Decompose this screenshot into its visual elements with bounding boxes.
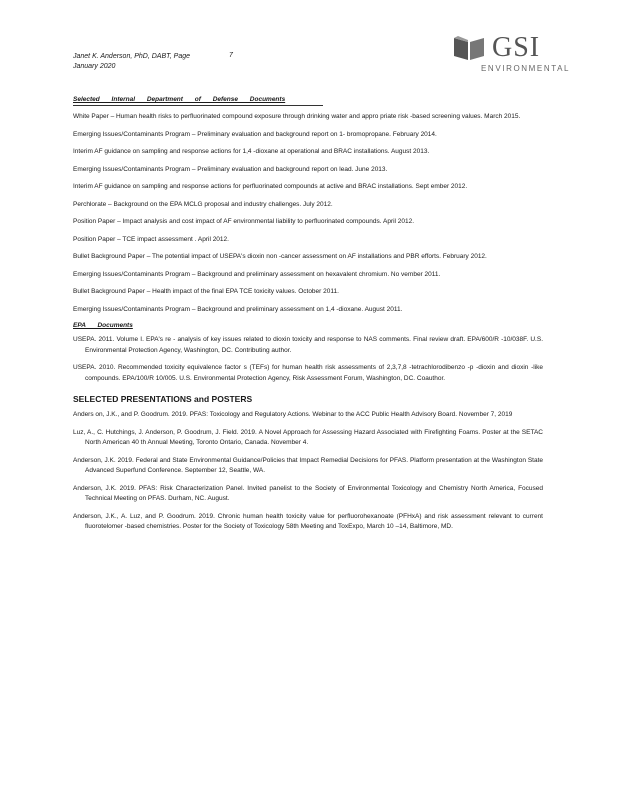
list-item: USEPA. 2010. Recommended toxicity equivalence factor s (TEFs) for human health risk assessments of 2,3,7,8 -tetrachlorodibenzo -p -dioxin and dioxin -like compounds. EPA/100/R 10/005. U.S. Environmental Protection Agency, Risk Assessment Forum, Washington, DC. Coauthor. (73, 364, 543, 382)
logo-tagline: ENVIRONMENTAL (481, 64, 571, 73)
list-item: Interim AF guidance on sampling and response actions for perfluorinated compounds at active and BRAC installations. Sept ember 2012. (73, 183, 468, 190)
list-item: Interim AF guidance on sampling and response actions for 1,4 -dioxane at operational and BRAC installations. August 2013. (73, 148, 430, 155)
list-item: USEPA. 2011. Volume I. EPA's re - analysis of key issues related to dioxin toxicity and response to NAS comments. Final review draft. EPA/600/R -10/038F. U.S. Environmental Protection Agency, Washington, DC. Contributing author. (73, 336, 543, 354)
presentations-section-title: SELECTED PRESENTATIONS and POSTERS (73, 394, 253, 404)
date-line: January 2020 (73, 63, 116, 70)
list-item: Bullet Background Paper – The potential impact of USEPA's dioxin non -cancer assessment on AF installations and PBR efforts. February 2012. (73, 253, 487, 260)
list-item: Emerging Issues/Contaminants Program – Preliminary evaluation and background report on 1- bromopropane. February 2014. (73, 130, 437, 138)
book-icon (452, 34, 486, 62)
list-item: Position Paper – Impact analysis and cost impact of AF environmental liability to perfluorinated compounds. April 2012. (73, 218, 415, 225)
author-line: Janet K. Anderson, PhD, DABT, Page (73, 53, 190, 60)
epa-section-title: EPA Documents (73, 322, 133, 329)
list-item: Anderson, J.K. 2019. Federal and State Environmental Guidance/Policies that Impact Remedial Decisions for PFAS. Platform presentation at the Washington State Advanced Superfund Conference. September 12, Seattle, WA. (73, 456, 543, 474)
page-number: 7 (229, 52, 233, 59)
list-item: Anders on, J.K., and P. Goodrum. 2019. PFAS: Toxicology and Regulatory Actions. Webinar to the ACC Public Health Advisory Board. November 7, 2019 (73, 411, 513, 418)
list-item: Luz, A., C. Hutchings, J. Anderson, P. Goodrum, J. Field. 2019. A Novel Approach for Assessing Hazard Associated with Firefighting Foams. Poster at the SETAC North American 40 th Annual Meeting, Toronto Ontario, Canada. November 4. (73, 428, 543, 446)
list-item: Perchlorate – Background on the EPA MCLG proposal and industry challenges. July 2012. (73, 200, 333, 208)
list-item: Position Paper – TCE impact assessment . April 2012. (73, 235, 229, 243)
gsi-logo (452, 34, 582, 74)
list-item: Anderson, J.K. 2019. PFAS: Risk Characterization Panel. Invited panelist to the Society of Environmental Toxicology and Chemistry North America, Focused Technical Meeting on PFAS. Durham, NC. August. (73, 484, 543, 502)
list-item: Emerging Issues/Contaminants Program – Preliminary evaluation and background report on lead. June 2013. (73, 165, 388, 173)
list-item: Anderson, J.K., A. Luz, and P. Goodrum. 2019. Chronic human health toxicity value for perfluorohexanoate (PFHxA) and risk assessment relevant to current fluorotelomer -based chemistries. Poster for the Society of Toxicology 58th Meeting and ToxExpo, March 10 –14, Baltimore, MD. (73, 512, 543, 530)
main-content (73, 96, 543, 540)
list-item: Emerging Issues/Contaminants Program – Background and preliminary assessment on hexavalent chromium. No vember 2011. (73, 270, 441, 278)
list-item: White Paper – Human health risks to perfluorinated compound exposure through drinking water and appro priate risk -based screening values. March 2015. (73, 113, 521, 120)
section-rule (73, 105, 323, 106)
list-item: Emerging Issues/Contaminants Program – Background and preliminary assessment on 1,4 -dioxane. August 2011. (73, 305, 403, 313)
list-item: Bullet Background Paper – Health impact of the final EPA TCE toxicity values. October 2011. (73, 288, 339, 295)
logo-wordmark: GSI (492, 32, 541, 63)
header-block (73, 52, 190, 72)
dod-section-title: Selected Internal Department of Defense Documents (73, 96, 286, 103)
